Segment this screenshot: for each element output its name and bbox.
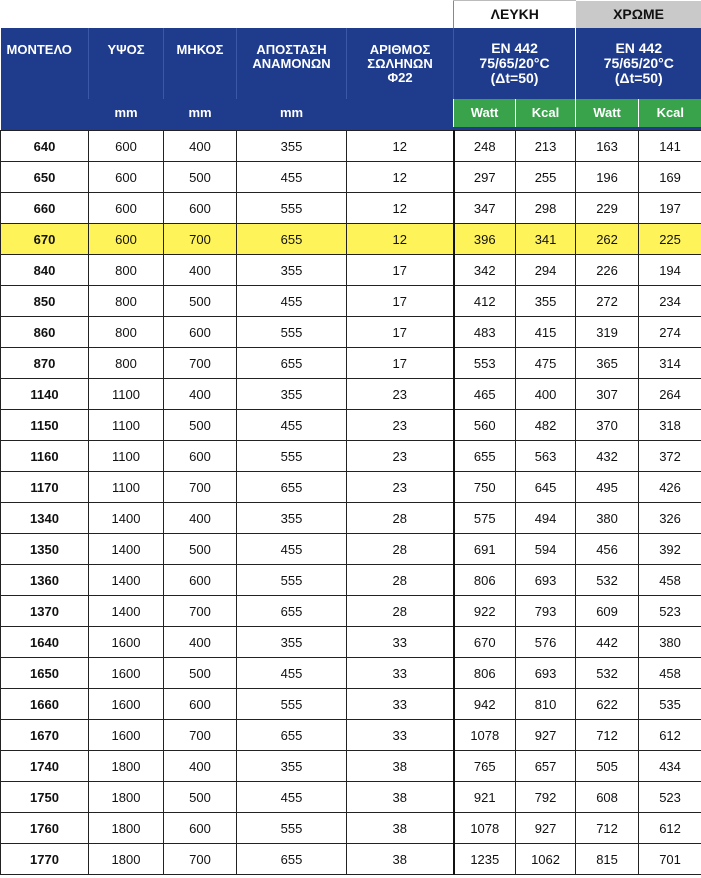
height-unit: mm — [89, 99, 164, 127]
cell-tubes: 17 — [347, 286, 454, 317]
length-column-header: ΜΗΚΟΣ — [164, 28, 237, 99]
cell-height: 1800 — [89, 751, 164, 782]
cell-model: 670 — [1, 224, 89, 255]
cell-distance: 555 — [237, 193, 347, 224]
cell-height: 800 — [89, 286, 164, 317]
cell-w-watt: 396 — [454, 224, 516, 255]
cell-length: 400 — [164, 379, 237, 410]
cell-c-kcal: 225 — [639, 224, 701, 255]
cell-model: 1360 — [1, 565, 89, 596]
cell-c-kcal: 234 — [639, 286, 701, 317]
cell-c-watt: 370 — [576, 410, 639, 441]
cell-height: 1100 — [89, 441, 164, 472]
cell-model: 1140 — [1, 379, 89, 410]
cell-c-watt: 442 — [576, 627, 639, 658]
cell-w-kcal: 927 — [516, 720, 576, 751]
cell-c-kcal: 264 — [639, 379, 701, 410]
cell-model: 870 — [1, 348, 89, 379]
cell-w-watt: 922 — [454, 596, 516, 627]
cell-height: 1400 — [89, 534, 164, 565]
cell-model: 1350 — [1, 534, 89, 565]
cell-model: 1770 — [1, 844, 89, 875]
cell-distance: 655 — [237, 844, 347, 875]
cell-height: 800 — [89, 317, 164, 348]
white-standard-header — [454, 28, 576, 99]
cell-c-watt: 229 — [576, 193, 639, 224]
cell-w-kcal: 482 — [516, 410, 576, 441]
cell-c-kcal: 326 — [639, 503, 701, 534]
white-std-line1: EN 442 — [491, 39, 538, 56]
cell-distance: 455 — [237, 658, 347, 689]
table-body — [1, 131, 701, 875]
cell-c-watt: 712 — [576, 813, 639, 844]
cell-w-kcal: 355 — [516, 286, 576, 317]
cell-distance: 355 — [237, 627, 347, 658]
cell-tubes: 28 — [347, 534, 454, 565]
cell-w-watt: 560 — [454, 410, 516, 441]
cell-w-watt: 248 — [454, 131, 516, 162]
chrome-std-line1: EN 442 — [615, 39, 663, 56]
height-column-header: ΥΨΟΣ — [89, 28, 164, 99]
cell-c-kcal: 458 — [639, 565, 701, 596]
cell-tubes: 17 — [347, 348, 454, 379]
cell-distance: 455 — [237, 286, 347, 317]
table-row — [1, 720, 701, 751]
cell-w-kcal: 563 — [516, 441, 576, 472]
cell-length: 400 — [164, 627, 237, 658]
cell-c-watt: 196 — [576, 162, 639, 193]
cell-w-kcal: 341 — [516, 224, 576, 255]
cell-distance: 555 — [237, 813, 347, 844]
cell-length: 700 — [164, 348, 237, 379]
cell-tubes: 12 — [347, 224, 454, 255]
cell-distance: 555 — [237, 689, 347, 720]
cell-length: 400 — [164, 131, 237, 162]
cell-w-kcal: 494 — [516, 503, 576, 534]
cell-height: 1400 — [89, 596, 164, 627]
cell-c-watt: 163 — [576, 131, 639, 162]
cell-distance: 455 — [237, 162, 347, 193]
cell-c-watt: 622 — [576, 689, 639, 720]
cell-c-kcal: 392 — [639, 534, 701, 565]
cell-length: 700 — [164, 596, 237, 627]
cell-length: 600 — [164, 317, 237, 348]
cell-c-kcal: 194 — [639, 255, 701, 286]
cell-distance: 355 — [237, 131, 347, 162]
table-row — [1, 162, 701, 193]
finish-white-header: ΛΕΥΚΗ — [454, 1, 576, 28]
cell-w-watt: 750 — [454, 472, 516, 503]
cell-model: 860 — [1, 317, 89, 348]
cell-height: 1100 — [89, 379, 164, 410]
cell-w-kcal: 693 — [516, 658, 576, 689]
tubes-column-header — [347, 28, 454, 99]
cell-distance: 355 — [237, 379, 347, 410]
cell-tubes: 38 — [347, 782, 454, 813]
cell-height: 600 — [89, 131, 164, 162]
cell-w-kcal: 400 — [516, 379, 576, 410]
cell-length: 600 — [164, 689, 237, 720]
tubes-unit-cell — [347, 99, 454, 127]
table-row — [1, 410, 701, 441]
cell-c-watt: 712 — [576, 720, 639, 751]
cell-model: 1760 — [1, 813, 89, 844]
cell-height: 600 — [89, 162, 164, 193]
table-row — [1, 472, 701, 503]
cell-w-kcal: 576 — [516, 627, 576, 658]
cell-c-kcal: 612 — [639, 720, 701, 751]
cell-c-kcal: 141 — [639, 131, 701, 162]
cell-tubes: 17 — [347, 317, 454, 348]
cell-w-watt: 347 — [454, 193, 516, 224]
table-row — [1, 534, 701, 565]
cell-length: 500 — [164, 410, 237, 441]
cell-length: 500 — [164, 782, 237, 813]
cell-w-kcal: 475 — [516, 348, 576, 379]
cell-w-kcal: 793 — [516, 596, 576, 627]
cell-w-kcal: 415 — [516, 317, 576, 348]
cell-height: 1600 — [89, 627, 164, 658]
cell-w-watt: 553 — [454, 348, 516, 379]
cell-model: 1740 — [1, 751, 89, 782]
cell-w-kcal: 213 — [516, 131, 576, 162]
model-column-header: ΜΟΝΤΕΛΟ — [1, 28, 89, 99]
table-row — [1, 596, 701, 627]
cell-height: 1600 — [89, 658, 164, 689]
table-row — [1, 658, 701, 689]
cell-model: 1160 — [1, 441, 89, 472]
cell-length: 600 — [164, 441, 237, 472]
cell-model: 1370 — [1, 596, 89, 627]
cell-distance: 355 — [237, 751, 347, 782]
cell-height: 600 — [89, 224, 164, 255]
cell-c-watt: 307 — [576, 379, 639, 410]
distance-header-line2: ΑΝΑΜΟΝΩΝ — [252, 55, 331, 71]
cell-tubes: 23 — [347, 472, 454, 503]
cell-c-kcal: 535 — [639, 689, 701, 720]
table-row — [1, 379, 701, 410]
cell-c-watt: 272 — [576, 286, 639, 317]
cell-distance: 655 — [237, 224, 347, 255]
chrome-std-line3: (Δt=50) — [614, 69, 663, 86]
cell-length: 500 — [164, 658, 237, 689]
cell-distance: 455 — [237, 782, 347, 813]
white-std-line2: 75/65/20°C — [479, 54, 550, 71]
distance-column-header — [237, 28, 347, 99]
cell-c-watt: 505 — [576, 751, 639, 782]
cell-tubes: 38 — [347, 844, 454, 875]
cell-height: 800 — [89, 255, 164, 286]
cell-c-watt: 532 — [576, 658, 639, 689]
table-row — [1, 813, 701, 844]
cell-w-watt: 412 — [454, 286, 516, 317]
chrome-kcal-unit: Kcal — [639, 99, 701, 127]
cell-c-kcal: 434 — [639, 751, 701, 782]
cell-c-kcal: 197 — [639, 193, 701, 224]
cell-distance: 655 — [237, 472, 347, 503]
cell-model: 1170 — [1, 472, 89, 503]
table-row — [1, 286, 701, 317]
cell-length: 400 — [164, 751, 237, 782]
cell-c-kcal: 523 — [639, 596, 701, 627]
cell-distance: 555 — [237, 565, 347, 596]
cell-tubes: 33 — [347, 720, 454, 751]
cell-tubes: 38 — [347, 813, 454, 844]
cell-c-watt: 532 — [576, 565, 639, 596]
cell-w-watt: 342 — [454, 255, 516, 286]
cell-model: 1150 — [1, 410, 89, 441]
table-row — [1, 565, 701, 596]
cell-model: 1660 — [1, 689, 89, 720]
cell-tubes: 33 — [347, 689, 454, 720]
cell-model: 1340 — [1, 503, 89, 534]
cell-distance: 655 — [237, 348, 347, 379]
cell-w-watt: 1078 — [454, 720, 516, 751]
cell-w-watt: 465 — [454, 379, 516, 410]
chrome-standard-header — [576, 28, 701, 99]
cell-c-watt: 319 — [576, 317, 639, 348]
cell-height: 1600 — [89, 689, 164, 720]
cell-w-kcal: 645 — [516, 472, 576, 503]
cell-model: 660 — [1, 193, 89, 224]
cell-length: 600 — [164, 193, 237, 224]
cell-c-watt: 432 — [576, 441, 639, 472]
cell-height: 1600 — [89, 720, 164, 751]
cell-height: 800 — [89, 348, 164, 379]
cell-c-watt: 608 — [576, 782, 639, 813]
cell-length: 700 — [164, 844, 237, 875]
cell-w-watt: 765 — [454, 751, 516, 782]
cell-length: 500 — [164, 534, 237, 565]
cell-c-kcal: 372 — [639, 441, 701, 472]
cell-tubes: 12 — [347, 193, 454, 224]
cell-w-watt: 942 — [454, 689, 516, 720]
cell-distance: 555 — [237, 441, 347, 472]
cell-length: 400 — [164, 255, 237, 286]
cell-w-kcal: 927 — [516, 813, 576, 844]
table-row — [1, 131, 701, 162]
cell-height: 1100 — [89, 472, 164, 503]
cell-c-kcal: 612 — [639, 813, 701, 844]
cell-tubes: 28 — [347, 596, 454, 627]
cell-c-watt: 380 — [576, 503, 639, 534]
cell-w-watt: 1078 — [454, 813, 516, 844]
cell-c-kcal: 274 — [639, 317, 701, 348]
cell-w-kcal: 657 — [516, 751, 576, 782]
cell-distance: 355 — [237, 503, 347, 534]
cell-height: 600 — [89, 193, 164, 224]
table-row — [1, 224, 701, 255]
cell-model: 840 — [1, 255, 89, 286]
table-row — [1, 627, 701, 658]
table-row — [1, 844, 701, 875]
cell-c-watt: 365 — [576, 348, 639, 379]
cell-w-kcal: 810 — [516, 689, 576, 720]
cell-distance: 655 — [237, 720, 347, 751]
white-kcal-unit: Kcal — [516, 99, 576, 127]
cell-w-kcal: 294 — [516, 255, 576, 286]
cell-height: 1400 — [89, 503, 164, 534]
cell-tubes: 12 — [347, 131, 454, 162]
cell-w-watt: 297 — [454, 162, 516, 193]
cell-w-watt: 483 — [454, 317, 516, 348]
cell-length: 700 — [164, 224, 237, 255]
cell-c-watt: 609 — [576, 596, 639, 627]
cell-w-kcal: 298 — [516, 193, 576, 224]
cell-distance: 555 — [237, 317, 347, 348]
cell-length: 700 — [164, 720, 237, 751]
table-row — [1, 441, 701, 472]
cell-tubes: 33 — [347, 658, 454, 689]
cell-tubes: 28 — [347, 565, 454, 596]
cell-c-watt: 495 — [576, 472, 639, 503]
cell-model: 1640 — [1, 627, 89, 658]
white-std-line3: (Δt=50) — [490, 69, 539, 86]
cell-w-watt: 691 — [454, 534, 516, 565]
cell-w-kcal: 1062 — [516, 844, 576, 875]
cell-length: 700 — [164, 472, 237, 503]
distance-header-line1: ΑΠΟΣΤΑΣΗ — [256, 41, 327, 57]
cell-height: 1400 — [89, 565, 164, 596]
cell-c-kcal: 314 — [639, 348, 701, 379]
table-row — [1, 689, 701, 720]
cell-distance: 655 — [237, 596, 347, 627]
tubes-header-line2: ΣΩΛΗΝΩΝ — [367, 55, 433, 71]
table-row — [1, 348, 701, 379]
cell-distance: 455 — [237, 534, 347, 565]
cell-tubes: 33 — [347, 627, 454, 658]
cell-length: 600 — [164, 813, 237, 844]
cell-model: 1670 — [1, 720, 89, 751]
table-row — [1, 317, 701, 348]
cell-w-watt: 670 — [454, 627, 516, 658]
cell-tubes: 17 — [347, 255, 454, 286]
table-row — [1, 193, 701, 224]
cell-c-watt: 262 — [576, 224, 639, 255]
cell-w-watt: 806 — [454, 565, 516, 596]
distance-unit: mm — [237, 99, 347, 127]
cell-tubes: 23 — [347, 410, 454, 441]
cell-w-kcal: 792 — [516, 782, 576, 813]
cell-c-watt: 226 — [576, 255, 639, 286]
cell-tubes: 38 — [347, 751, 454, 782]
cell-distance: 355 — [237, 255, 347, 286]
cell-c-kcal: 426 — [639, 472, 701, 503]
table-row — [1, 503, 701, 534]
cell-tubes: 28 — [347, 503, 454, 534]
cell-model: 850 — [1, 286, 89, 317]
chrome-watt-unit: Watt — [576, 99, 639, 127]
tubes-header-line3: Φ22 — [387, 69, 413, 85]
cell-tubes: 12 — [347, 162, 454, 193]
cell-w-watt: 655 — [454, 441, 516, 472]
cell-c-kcal: 458 — [639, 658, 701, 689]
chrome-std-line2: 75/65/20°C — [603, 54, 674, 71]
cell-model: 640 — [1, 131, 89, 162]
cell-length: 600 — [164, 565, 237, 596]
cell-tubes: 23 — [347, 441, 454, 472]
table-row — [1, 782, 701, 813]
cell-c-kcal: 523 — [639, 782, 701, 813]
cell-w-kcal: 594 — [516, 534, 576, 565]
cell-c-kcal: 380 — [639, 627, 701, 658]
cell-tubes: 23 — [347, 379, 454, 410]
cell-c-kcal: 701 — [639, 844, 701, 875]
cell-length: 400 — [164, 503, 237, 534]
table-row — [1, 751, 701, 782]
cell-height: 1100 — [89, 410, 164, 441]
cell-w-watt: 575 — [454, 503, 516, 534]
cell-w-kcal: 255 — [516, 162, 576, 193]
model-unit-cell — [1, 99, 89, 127]
cell-length: 500 — [164, 162, 237, 193]
cell-w-watt: 806 — [454, 658, 516, 689]
white-watt-unit: Watt — [454, 99, 516, 127]
cell-height: 1800 — [89, 782, 164, 813]
cell-model: 650 — [1, 162, 89, 193]
length-unit: mm — [164, 99, 237, 127]
cell-length: 500 — [164, 286, 237, 317]
tubes-header-line1: ΑΡΙΘΜΟΣ — [369, 41, 431, 57]
cell-w-kcal: 693 — [516, 565, 576, 596]
cell-model: 1650 — [1, 658, 89, 689]
cell-w-watt: 921 — [454, 782, 516, 813]
finish-chrome-header: ΧΡΩΜΕ — [576, 1, 701, 28]
cell-height: 1800 — [89, 844, 164, 875]
table-row — [1, 255, 701, 286]
cell-c-watt: 456 — [576, 534, 639, 565]
cell-c-kcal: 169 — [639, 162, 701, 193]
header-spacer — [1, 1, 454, 28]
cell-c-watt: 815 — [576, 844, 639, 875]
cell-height: 1800 — [89, 813, 164, 844]
cell-c-kcal: 318 — [639, 410, 701, 441]
cell-model: 1750 — [1, 782, 89, 813]
cell-distance: 455 — [237, 410, 347, 441]
cell-w-watt: 1235 — [454, 844, 516, 875]
